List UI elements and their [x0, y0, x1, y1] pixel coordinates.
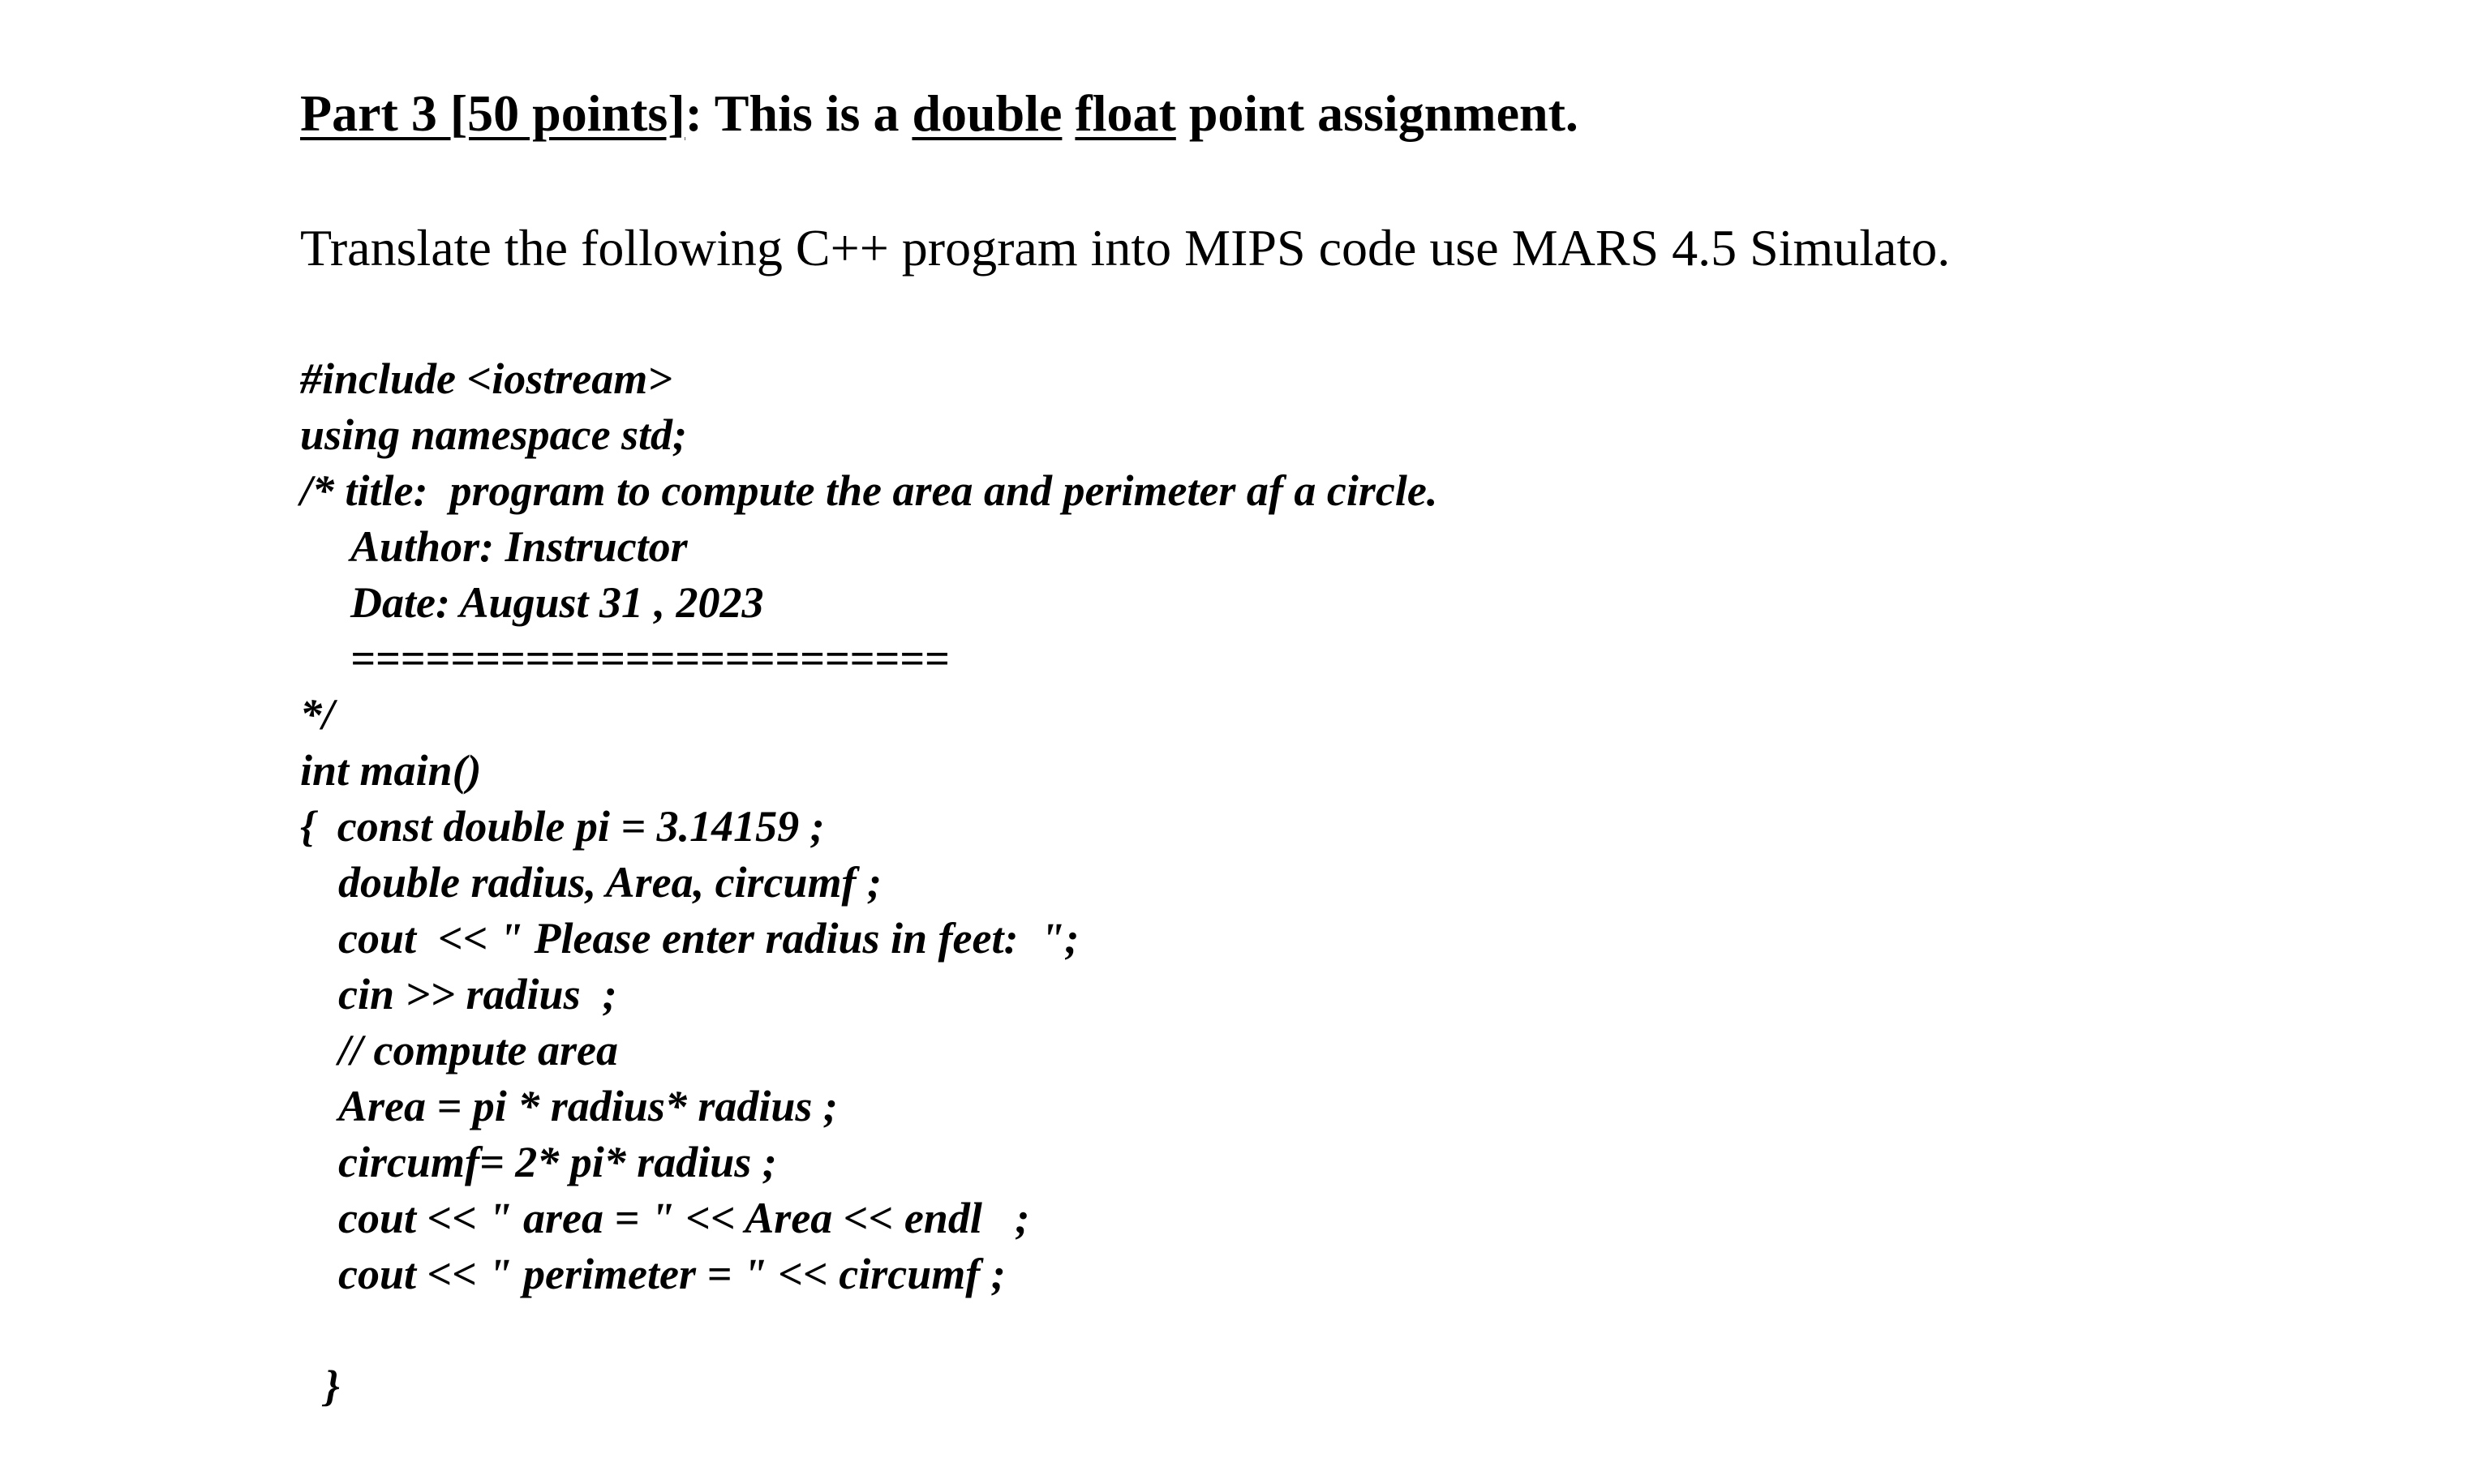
code-line: circumf= 2* pi* radius ; — [338, 1138, 777, 1186]
code-line: cout << " Please enter radius in feet: "; — [338, 914, 1080, 963]
code-line: #include <iostream> — [300, 354, 673, 403]
code-line: cin >> radius ; — [338, 970, 617, 1019]
code-line: // compute area — [338, 1026, 618, 1074]
code-line: cout << " perimeter = " << circumf ; — [338, 1250, 1006, 1298]
code-line: } — [324, 1362, 340, 1410]
heading-double: double — [912, 84, 1063, 142]
heading-space — [1062, 84, 1075, 142]
code-line: using namespace std; — [300, 410, 688, 459]
code-line: Date: August 31 , 2023 — [350, 578, 764, 627]
part-label: Part 3 [50 points] — [300, 84, 685, 142]
code-line: cout << " area = " << Area << endl ; — [338, 1194, 1030, 1242]
code-line: ======================== — [350, 634, 950, 683]
heading-rest: point assignment. — [1175, 84, 1578, 142]
code-line: double radius, Area, circumf ; — [338, 858, 883, 907]
code-line: Author: Instructor — [350, 522, 688, 571]
code-line: { const double pi = 3.14159 ; — [300, 802, 825, 851]
assignment-heading — [300, 81, 1578, 146]
heading-colon: : — [685, 84, 715, 142]
code-line: */ — [300, 690, 335, 739]
heading-text: This is a — [714, 84, 913, 142]
code-line: /* title: program to compute the area and perimeter af a circle. — [300, 466, 1438, 515]
cpp-code-block — [300, 351, 1437, 1414]
instruction-text: Translate the following C++ program into MIPS code use MARS 4.5 Simulato. — [300, 219, 1951, 277]
code-line: int main() — [300, 746, 482, 795]
code-line: Area = pi * radius* radius ; — [338, 1082, 838, 1130]
code-line-blank — [300, 1302, 1437, 1358]
heading-float: float — [1075, 84, 1176, 142]
